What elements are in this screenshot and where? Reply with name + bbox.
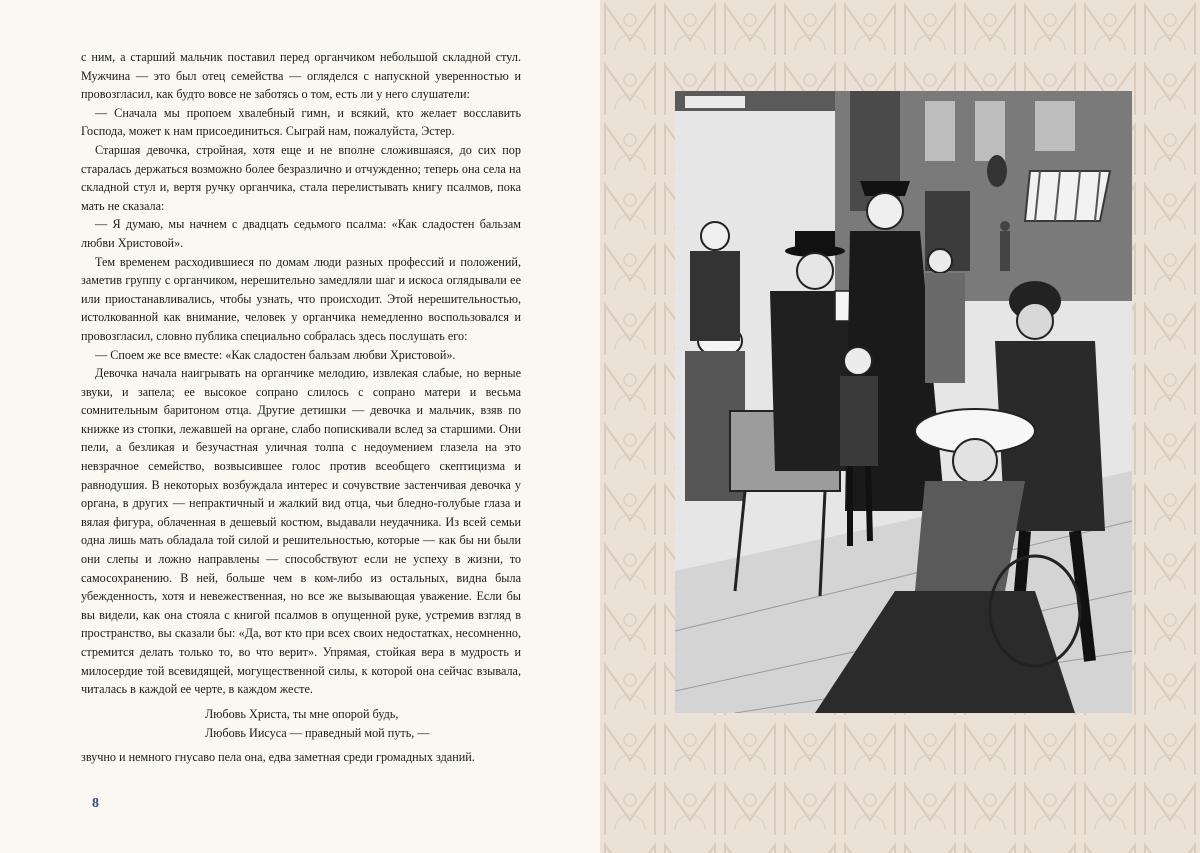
verse-line-1: Любовь Христа, ты мне опорой будь, — [205, 707, 399, 721]
main-text — [81, 48, 521, 699]
paragraph-4: — Я думаю, мы начнем с двадцать седьмого псалма: «Как сладостен бальзам любви Христовой». — [81, 217, 521, 250]
page-number: 8 — [92, 796, 99, 811]
verse-line-2: Любовь Иисуса — праведный мой путь, — — [205, 725, 430, 740]
paragraph-3: Старшая девочка, стройная, хотя еще и не вполне сложившаяся, до сих пор старалась держаться возможно более безразлично и отчужденно; теперь она села на складной стул и, вертя ручку органчика, стала перелистывать книгу псалмов, пока мать не сказала: — [81, 142, 521, 213]
tail-paragraph: звучно и немного гнусаво пела она, едва заметная среди громадных зданий. — [81, 750, 475, 764]
paragraph-6: — Споем же все вместе: «Как сладостен бальзам любви Христовой». — [95, 347, 456, 362]
paragraph-2: — Сначала мы пропоем хвалебный гимн, и всякий, кто желает восславить Господа, может к нам присоединиться. Сыграй нам, пожалуйста, Эстер. — [81, 105, 521, 139]
paragraph-5: Тем временем расходившиеся по домам люди разных профессий и положений, заметив группу с органчиком, нерешительно замедляли шаг и искоса оглядывали ее или приостанавливались, чтобы узнать, что происходит. Этой нерешительностью, истолкованной как внимание, человек у органчика немедленно воспользовался и провозгласил, словно публика специально собралась здесь послушать его: — [81, 254, 521, 343]
verse-block — [205, 705, 525, 742]
paragraph-1: с ним, а старший мальчик поставил перед органчиком небольшой складной стул. Мужчина — это был отец семейства — огляделся с напускной уверенностью и провозгласил, как будто вовсе не заботясь о том, есть ли у него слушатели: — [81, 50, 521, 102]
paragraph-7: Девочка начала наигрывать на органчике мелодию, извлекая слабые, но верные звуки, и запела; ее высокое сопрано слилось с сопрано матери и весьма сомнительным баритоном отца. Другие детишки — девочка и мальчик, взяв по книжке из стопки, лежавшей на органе, слабо попискивали вслед за старшими. Они пели, а безликая и безучастная уличная толпа с недоумением глазела на это невзрачное семейство, возвысившее голос против всеобщего скептицизма и равнодушия. В некоторых возбуждала интерес и сочувствие застенчивая девочка у органа, в других — непрактичный и жалкий вид отца, чьи бледно-голубые глаза и вялая фигура, облаченная в дешевый костюм, выдавали неудачника. Из всей семьи одна лишь мать обладала той силой и решительностью, которые — как бы ни были они слепы и ложно направлены — способствуют если не успеху в жизни, то самосохранению. В ней, больше чем в ком-либо из остальных, видна была убежденность, хотя и невежественная, но все же вызывающая уважение. Если бы вы видели, как она стояла с книгой псалмов в опущенной руке, устремив взгляд в пространство, вы сказали бы: «Да, вот кто при всех своих недостатках, несомненно, стремится делать только то, во что верит». Упрямая, стойкая вера в мудрость и милосердие той всевидящей, могущественной силы, к которой она сейчас взывала, читалась в каждой ее черте, в каждом жесте. — [81, 366, 521, 697]
street-choir-illustration — [675, 91, 1132, 713]
